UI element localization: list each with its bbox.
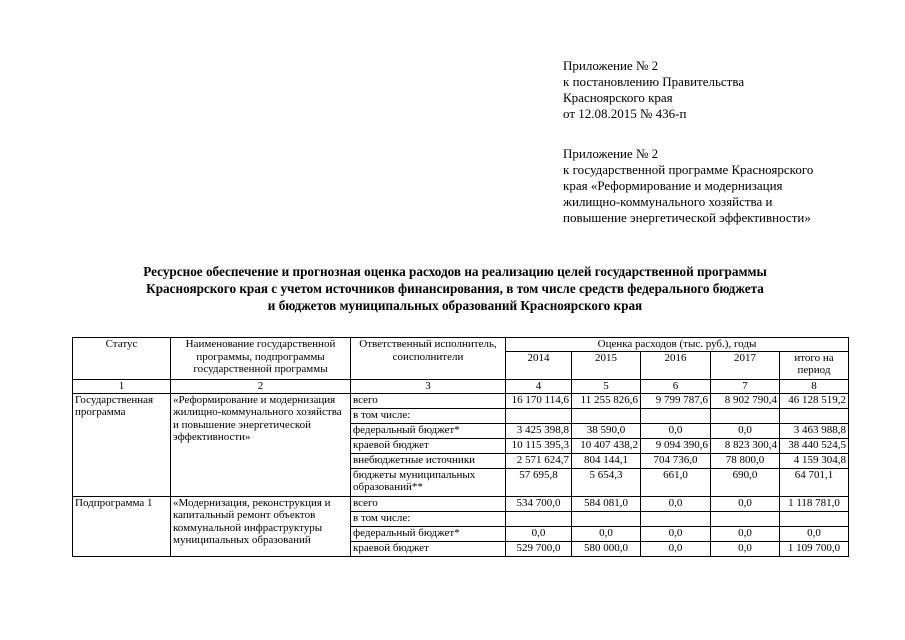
appendix-program-line: края «Реформирование и модернизация <box>563 178 783 193</box>
value-2016: 0,0 <box>641 541 711 556</box>
value-2017: 0,0 <box>711 423 780 438</box>
value-2017: 690,0 <box>711 468 780 496</box>
document-title-line: Красноярского края с учетом источников финансирования, в том числе средств федерального бюджета <box>146 281 764 296</box>
appendix-program-line: повышение энергетической эффективности» <box>563 210 811 225</box>
value-2017 <box>711 511 780 526</box>
subprogram-name: «Модернизация, реконструкция и капитальный ремонт объектов коммунальной инфраструктуры муниципальных образований <box>171 496 351 556</box>
value-2017: 8 902 790,4 <box>711 393 780 408</box>
column-number: 7 <box>711 379 780 393</box>
value-total: 4 159 304,8 <box>780 453 849 468</box>
value-2015: 580 000,0 <box>572 541 641 556</box>
value-total <box>780 408 849 423</box>
column-number: 8 <box>780 379 849 393</box>
value-2016: 0,0 <box>641 496 711 511</box>
column-number: 4 <box>506 379 572 393</box>
value-total: 0,0 <box>780 526 849 541</box>
header-year-2015: 2015 <box>572 351 641 379</box>
appendix-decree-line: к постановлению Правительства <box>563 74 745 89</box>
document-title-line: и бюджетов муниципальных образований Красноярского края <box>267 298 643 313</box>
value-2014: 3 425 398,8 <box>506 423 572 438</box>
value-total: 38 440 524,5 <box>780 438 849 453</box>
value-2015 <box>572 511 641 526</box>
value-2014: 10 115 395,3 <box>506 438 572 453</box>
value-2014: 529 700,0 <box>506 541 572 556</box>
value-total: 3 463 988,8 <box>780 423 849 438</box>
value-2015 <box>572 408 641 423</box>
value-2017: 0,0 <box>711 541 780 556</box>
value-2014 <box>506 408 572 423</box>
header-year-2017: 2017 <box>711 351 780 379</box>
funding-source: в том числе: <box>351 511 506 526</box>
value-2017: 0,0 <box>711 526 780 541</box>
value-total: 64 701,1 <box>780 468 849 496</box>
value-total: 1 109 700,0 <box>780 541 849 556</box>
value-2014 <box>506 511 572 526</box>
funding-source: внебюджетные источники <box>351 453 506 468</box>
column-number: 3 <box>351 379 506 393</box>
value-2017: 0,0 <box>711 496 780 511</box>
funding-source: краевой бюджет <box>351 541 506 556</box>
appendix-program-line: жилищно-коммунального хозяйства и <box>563 194 773 209</box>
value-2017 <box>711 408 780 423</box>
value-2016: 0,0 <box>641 423 711 438</box>
appendix-decree-line: Приложение № 2 <box>563 58 659 73</box>
appendix-decree-block <box>563 58 744 122</box>
funding-source: бюджеты муниципальных образований** <box>351 468 506 496</box>
value-2016: 9 799 787,6 <box>641 393 711 408</box>
value-2015: 11 255 826,6 <box>572 393 641 408</box>
header-executor: Ответственный исполнитель, соисполнители <box>351 338 506 380</box>
value-2016 <box>641 408 711 423</box>
value-2014: 16 170 114,6 <box>506 393 572 408</box>
value-2015: 584 081,0 <box>572 496 641 511</box>
appendix-program-block <box>563 146 813 226</box>
appendix-program-line: Приложение № 2 <box>563 146 659 161</box>
funding-source: федеральный бюджет* <box>351 526 506 541</box>
value-2016: 704 736,0 <box>641 453 711 468</box>
value-2015: 0,0 <box>572 526 641 541</box>
funding-source: федеральный бюджет* <box>351 423 506 438</box>
header-estimate: Оценка расходов (тыс. руб.), годы <box>506 338 849 352</box>
header-total: итого на период <box>780 351 849 379</box>
column-number: 6 <box>641 379 711 393</box>
appendix-decree-line: от 12.08.2015 № 436-п <box>563 106 687 121</box>
table-row <box>73 496 849 511</box>
header-year-2016: 2016 <box>641 351 711 379</box>
value-2014: 0,0 <box>506 526 572 541</box>
funding-source: краевой бюджет <box>351 438 506 453</box>
value-2016: 661,0 <box>641 468 711 496</box>
program-status: Государственная программа <box>73 393 171 496</box>
value-2017: 8 823 300,4 <box>711 438 780 453</box>
value-2015: 10 407 438,2 <box>572 438 641 453</box>
header-name: Наименование государственной программы, подпрограммы государственной программы <box>171 338 351 380</box>
subprogram-status: Подпрограмма 1 <box>73 496 171 556</box>
table-row <box>73 393 849 408</box>
value-2016 <box>641 511 711 526</box>
column-number: 1 <box>73 379 171 393</box>
value-2016: 0,0 <box>641 526 711 541</box>
value-total <box>780 511 849 526</box>
value-2015: 38 590,0 <box>572 423 641 438</box>
header-year-2014: 2014 <box>506 351 572 379</box>
value-total: 46 128 519,2 <box>780 393 849 408</box>
funding-source: в том числе: <box>351 408 506 423</box>
value-total: 1 118 781,0 <box>780 496 849 511</box>
value-2016: 9 094 390,6 <box>641 438 711 453</box>
funding-source: всего <box>351 393 506 408</box>
value-2014: 57 695,8 <box>506 468 572 496</box>
value-2015: 5 654,3 <box>572 468 641 496</box>
document-title <box>60 263 850 314</box>
value-2017: 78 800,0 <box>711 453 780 468</box>
program-name: «Реформирование и модернизация жилищно-коммунального хозяйства и повышение энергетической эффективности» <box>171 393 351 496</box>
value-2015: 804 144,1 <box>572 453 641 468</box>
resource-table <box>72 337 849 557</box>
column-number: 5 <box>572 379 641 393</box>
header-status: Статус <box>73 338 171 380</box>
appendix-program-line: к государственной программе Красноярского <box>563 162 814 177</box>
value-2014: 534 700,0 <box>506 496 572 511</box>
appendix-decree-line: Красноярского края <box>563 90 673 105</box>
funding-source: всего <box>351 496 506 511</box>
column-number: 2 <box>171 379 351 393</box>
document-title-line: Ресурсное обеспечение и прогнозная оценка расходов на реализацию целей государственной программы <box>143 264 767 279</box>
value-2014: 2 571 624,7 <box>506 453 572 468</box>
